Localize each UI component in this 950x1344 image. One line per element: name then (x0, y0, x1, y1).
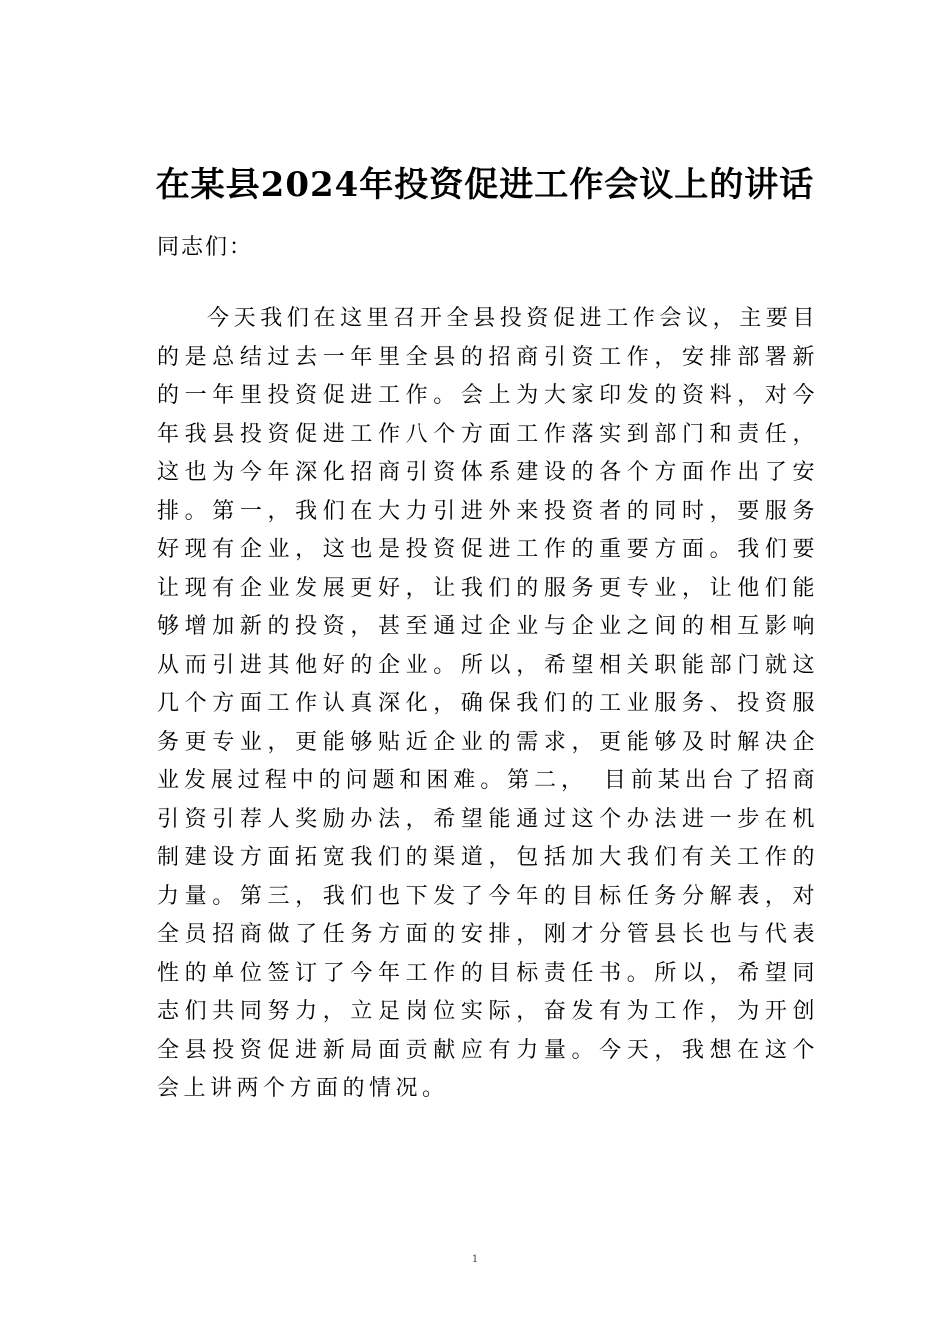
page-number: 1 (471, 1254, 479, 1265)
body-paragraph: 今天我们在这里召开全县投资促进工作会议，主要目的是总结过去一年里全县的招商引资工作，安排部署新的一年里投资促进工作。会上为大家印发的资料，对今年我县投资促进工作八个方面工作落实到部门和责任，这也为今年深化招商引资体系建设的各个方面作出了安排。第一，我们在大力引进外来投资者的同时，要服务好现有企业，这也是投资促进工作的重要方面。我们要让现有企业发展更好，让我们的服务更专业，让他们能够增加新的投资，甚至通过企业与企业之间的相互影响从而引进其他好的企业。所以，希望相关职能部门就这几个方面工作认真深化，确保我们的工业服务、投资服务更专业，更能够贴近企业的需求，更能够及时解决企业发展过程中的问题和困难。第二， 目前某出台了招商引资引荐人奖励办法，希望能通过这个办法进一步在机制建设方面拓宽我们的渠道，包括加大我们有关工作的力量。第三，我们也下发了今年的目标任务分解表，对全员招商做了任务方面的安排，刚才分管县长也与代表性的单位签订了今年工作的目标责任书。所以，希望同志们共同努力，立足岗位实际，奋发有为工作，为开创全县投资促进新局面贡献应有力量。今天，我想在这个会上讲两个方面的情况。 (157, 306, 819, 1101)
salutation: 同志们： (157, 235, 254, 260)
document-title: 在某县2024年投资促进工作会议上的讲话 (155, 165, 815, 205)
